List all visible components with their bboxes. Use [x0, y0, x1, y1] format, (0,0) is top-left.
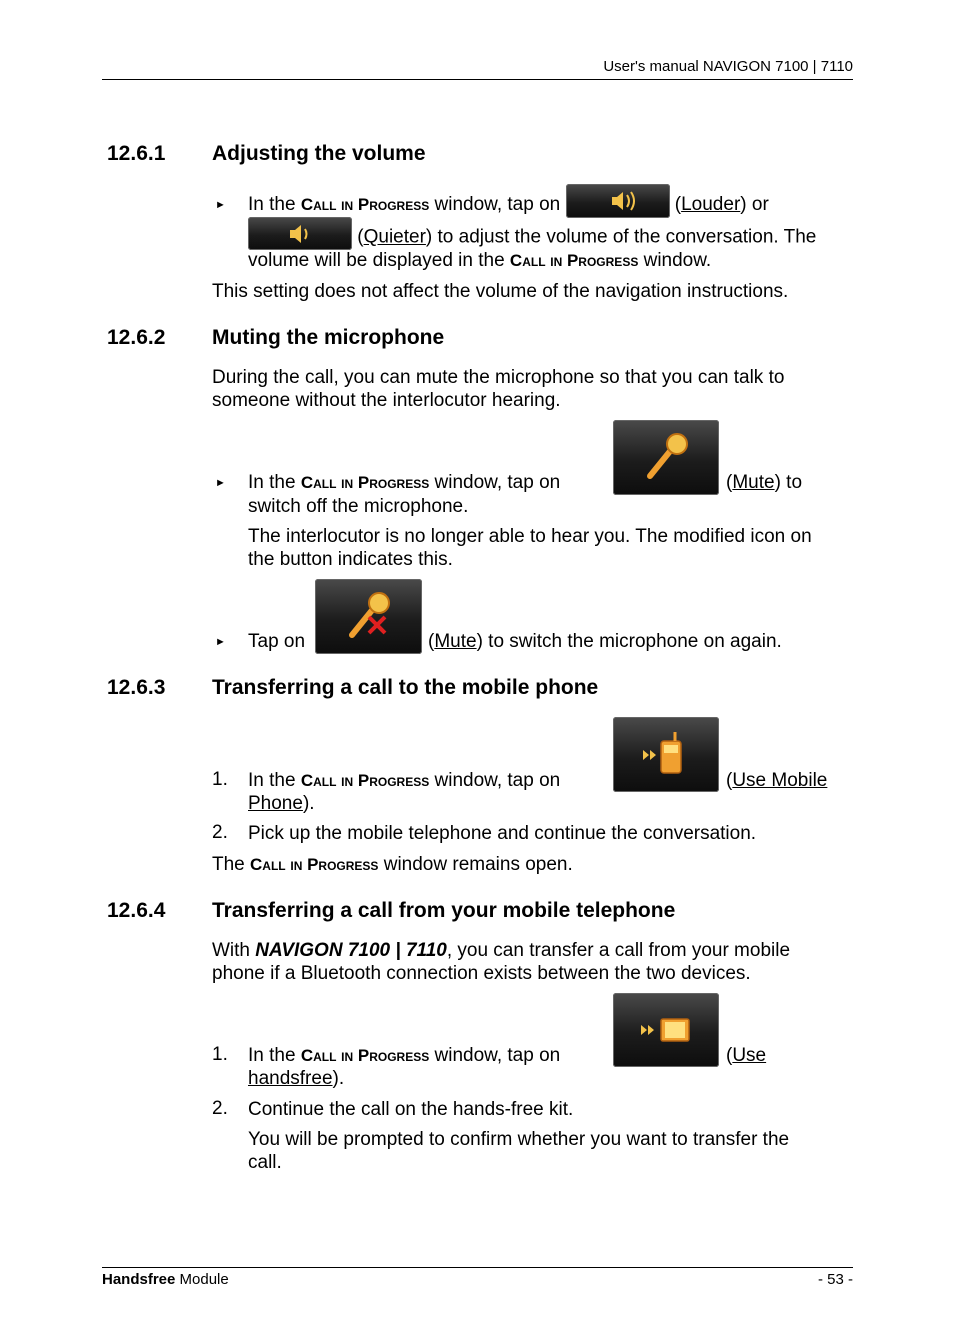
heading-transfer-to-mobile — [107, 676, 598, 700]
microphone-muted-icon — [315, 579, 422, 654]
page-number: - 53 - — [817, 1271, 853, 1288]
mobile-step2: Pick up the mobile telephone and continue the conversation. — [248, 823, 757, 844]
handsfree-link: handsfree — [248, 1068, 333, 1089]
section-number: 12.6.3 — [107, 676, 166, 699]
handsfree-intro-line1: With NAVIGON 7100 | 7110, you can transfer a call from your mobile — [212, 940, 791, 961]
speaker-loud-icon — [566, 184, 670, 218]
microphone-icon — [613, 420, 719, 495]
mobile-step1-line2: Phone). — [248, 793, 315, 814]
handsfree-step2: Continue the call on the hands-free kit. — [248, 1099, 574, 1120]
handsfree-step1-line2: handsfree). — [248, 1068, 345, 1089]
handsfree-icon — [613, 993, 719, 1067]
mute-link-2: Mute — [434, 631, 477, 652]
section-number: 12.6.4 — [107, 899, 166, 922]
handsfree-prompt-line2: call. — [248, 1152, 282, 1173]
section-number: 12.6.2 — [107, 326, 166, 349]
use-mobile-link: Use Mobile — [732, 770, 828, 791]
quieter-button[interactable] — [248, 217, 352, 250]
section-number: 12.6.1 — [107, 142, 166, 165]
section-title: Transferring a call from your mobile telephone — [212, 899, 676, 922]
unmute-instruction-label: Tap on — [248, 631, 306, 652]
volume-instruction-line1: In the Call in Progress window, tap on (Louder) or — [248, 192, 769, 218]
bullet-icon: ► — [215, 477, 226, 489]
quieter-link: Quieter — [363, 226, 426, 248]
header-title: User's manual NAVIGON 7100 | 7110 — [603, 58, 853, 75]
handsfree-prompt-line1: You will be prompted to confirm whether you want to transfer the — [248, 1129, 790, 1150]
page-header — [102, 54, 853, 80]
page-footer — [102, 1267, 853, 1288]
section-title: Muting the microphone — [212, 326, 445, 349]
section-title: Transferring a call to the mobile phone — [212, 676, 599, 699]
mute-intro-line2: someone without the interlocutor hearing. — [212, 390, 561, 411]
mute-link: Mute — [732, 472, 775, 493]
mute-info-line2: the button indicates this. — [248, 549, 453, 570]
use-mobile-phone-button[interactable] — [613, 717, 719, 792]
louder-link: Louder — [681, 194, 741, 216]
mute-button[interactable] — [613, 420, 719, 495]
mute-instruction-line1: In the Call in Progress window, tap on — [248, 472, 561, 493]
handsfree-step1-line1: In the Call in Progress window, tap on — [248, 1045, 561, 1066]
speaker-quiet-icon — [248, 217, 352, 250]
brand-name: NAVIGON 7100 | 7110 — [255, 940, 447, 961]
mobile-step1-link: (Use Mobile — [726, 770, 828, 791]
bullet-icon: ► — [215, 199, 226, 211]
phone-link: Phone — [248, 793, 303, 814]
louder-button[interactable] — [566, 184, 670, 218]
step-number: 2. — [212, 822, 228, 843]
unmute-instruction: (Mute) to switch the microphone on again. — [428, 631, 782, 652]
step-number: 2. — [212, 1098, 228, 1119]
bullet-icon: ► — [215, 636, 226, 648]
handsfree-intro-line2: phone if a Bluetooth connection exists between the two devices. — [212, 963, 751, 984]
mute-instruction-line2: switch off the microphone. — [248, 496, 469, 517]
footer-section: Module — [175, 1271, 229, 1288]
mobile-phone-icon — [613, 717, 719, 792]
mute-info-line1: The interlocutor is no longer able to hear you. The modified icon on — [248, 526, 812, 547]
heading-transfer-from-mobile — [107, 899, 675, 923]
heading-adjusting-volume — [107, 142, 426, 166]
mute-intro-line1: During the call, you can mute the microphone so that you can talk to — [212, 367, 785, 388]
mute-instruction-link: (Mute) to — [726, 472, 803, 493]
footer-section-bold: Handsfree — [102, 1271, 176, 1288]
unmute-button[interactable] — [315, 579, 422, 654]
use-handsfree-button[interactable] — [613, 993, 719, 1067]
volume-instruction-line3: volume will be displayed in the Call in Progress window. — [248, 250, 712, 271]
section-title: Adjusting the volume — [212, 142, 426, 165]
step-number: 1. — [212, 769, 228, 790]
volume-note: This setting does not affect the volume of the navigation instructions. — [212, 281, 789, 302]
use-link: Use — [732, 1045, 767, 1066]
volume-instruction-line2: (Quieter) to adjust the volume of the conversation. The — [248, 225, 816, 250]
handsfree-step1-link: (Use — [726, 1045, 767, 1066]
mobile-step1-line1: In the Call in Progress window, tap on — [248, 770, 561, 791]
mobile-remains-note: The Call in Progress window remains open. — [212, 854, 573, 875]
heading-muting-microphone — [107, 326, 444, 350]
step-number: 1. — [212, 1044, 228, 1065]
